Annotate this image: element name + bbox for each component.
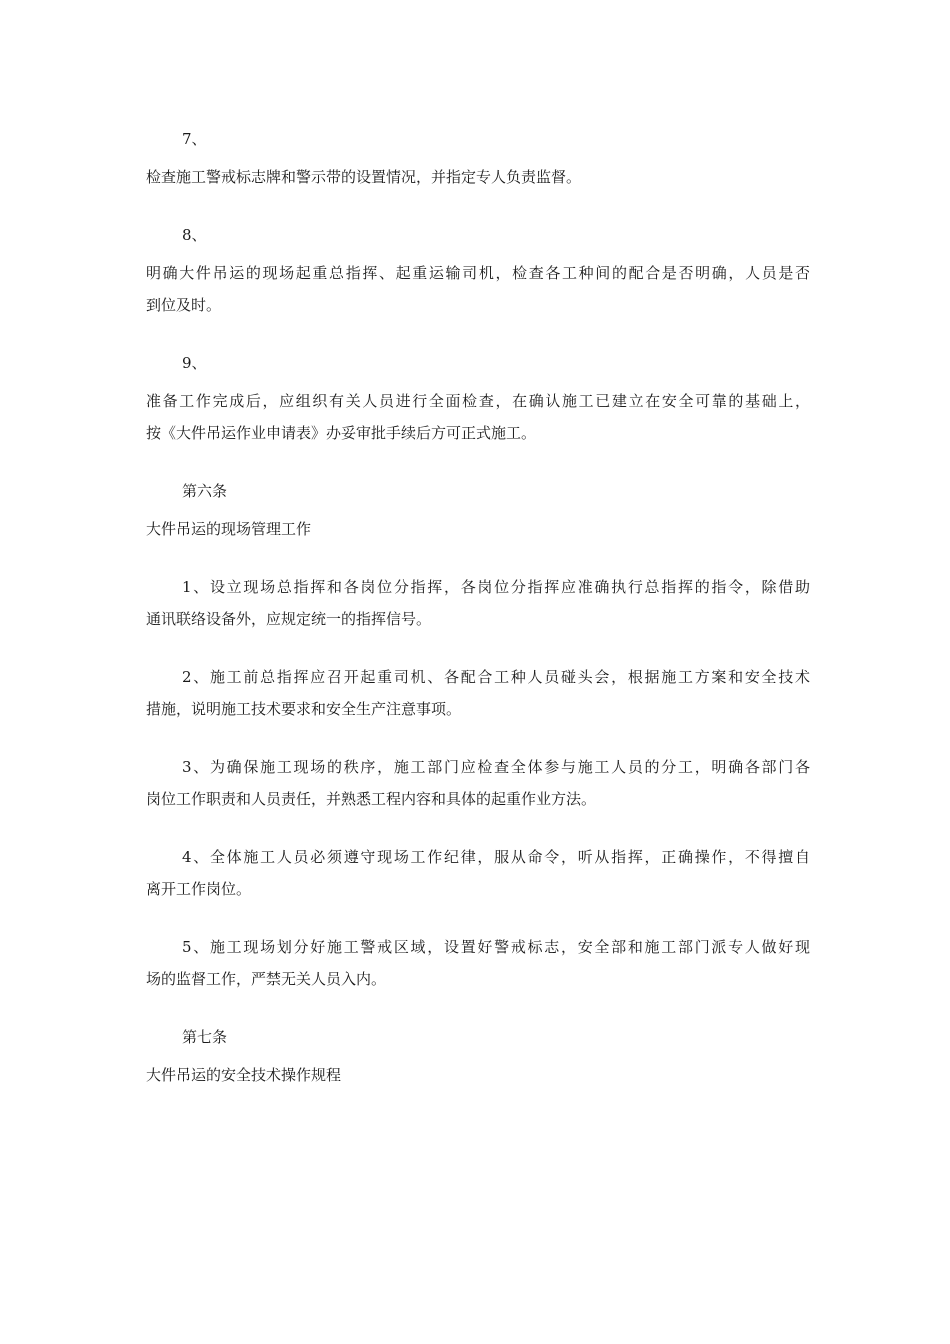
item-number-9: 9、	[182, 354, 207, 372]
item-8-text-line-1: 明确大件吊运的现场起重总指挥、起重运输司机，检查各工种间的配合是否明确，人员是否	[146, 264, 810, 282]
article-6-title: 大件吊运的现场管理工作	[146, 520, 312, 538]
item-number-7: 7、	[182, 130, 207, 148]
article-6-item-5-line-1: 5、施工现场划分好施工警戒区域，设置好警戒标志，安全部和施工部门派专人做好现	[182, 938, 810, 956]
article-6-item-4-line-2: 离开工作岗位。	[146, 880, 252, 898]
article-6-item-3-line-2: 岗位工作职责和人员责任，并熟悉工程内容和具体的起重作业方法。	[146, 790, 597, 808]
article-6-item-3-line-1: 3、为确保施工现场的秩序，施工部门应检查全体参与施工人员的分工，明确各部门各	[182, 758, 810, 776]
article-6-item-5-line-2: 场的监督工作，严禁无关人员入内。	[146, 970, 387, 988]
article-6-item-1-line-1: 1、设立现场总指挥和各岗位分指挥，各岗位分指挥应准确执行总指挥的指令，除借助	[182, 578, 810, 596]
article-6-item-4-line-1: 4、全体施工人员必须遵守现场工作纪律，服从命令，听从指挥，正确操作，不得擅自	[182, 848, 810, 866]
item-number-8: 8、	[182, 226, 207, 244]
article-7-title: 大件吊运的安全技术操作规程	[146, 1066, 342, 1084]
article-7-heading: 第七条	[182, 1028, 228, 1046]
item-9-text-line-2: 按《大件吊运作业申请表》办妥审批手续后方可正式施工。	[146, 424, 537, 442]
article-6-item-2-line-1: 2、施工前总指挥应召开起重司机、各配合工种人员碰头会，根据施工方案和安全技术	[182, 668, 810, 686]
article-6-item-2-line-2: 措施，说明施工技术要求和安全生产注意事项。	[146, 700, 462, 718]
item-7-text: 检查施工警戒标志牌和警示带的设置情况，并指定专人负责监督。	[146, 168, 582, 186]
item-9-text-line-1: 准备工作完成后，应组织有关人员进行全面检查，在确认施工已建立在安全可靠的基础上，	[146, 392, 810, 410]
item-8-text-line-2: 到位及时。	[146, 296, 222, 314]
article-6-heading: 第六条	[182, 482, 228, 500]
article-6-item-1-line-2: 通讯联络设备外，应规定统一的指挥信号。	[146, 610, 432, 628]
